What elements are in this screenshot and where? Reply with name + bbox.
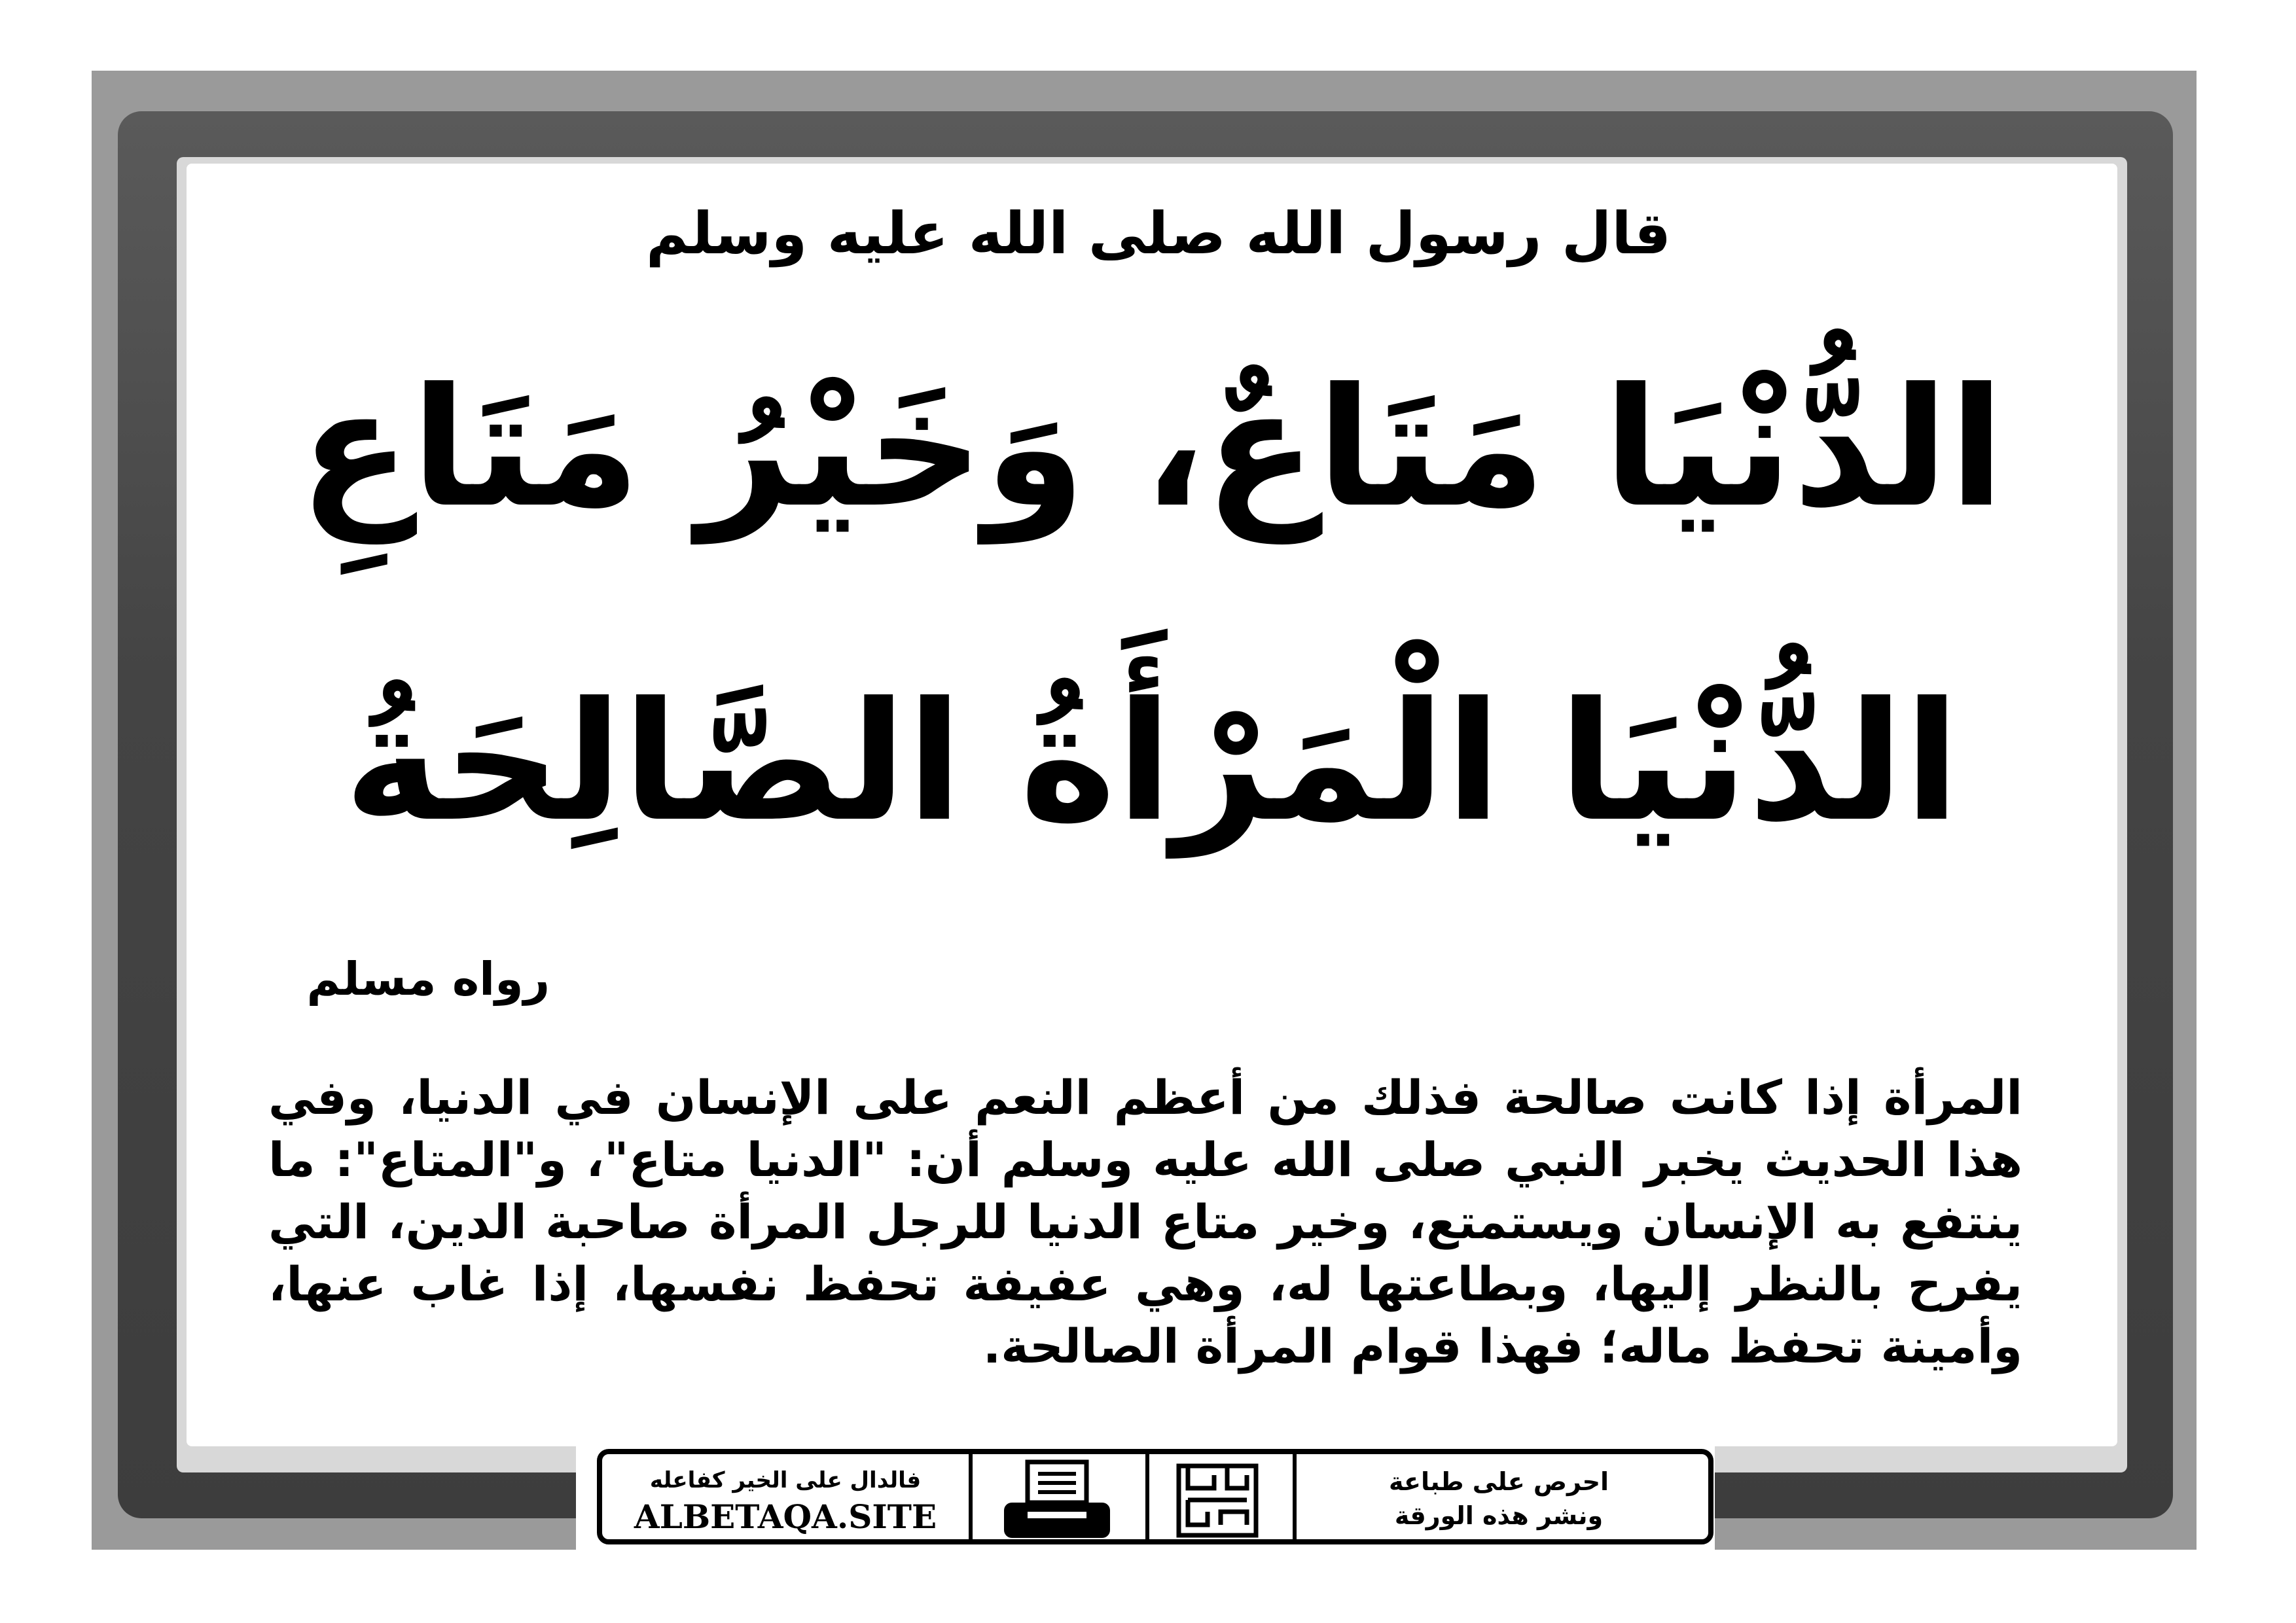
printer-icon (1001, 1459, 1113, 1541)
header-title: قال رسول الله صلى الله عليه وسلم (645, 200, 1672, 267)
footer-site-link[interactable]: ALBETAQA.SITE (634, 1497, 937, 1536)
footer-print-line-1: احرص على طباعة (1388, 1467, 1609, 1496)
dawah-logo-icon (1175, 1462, 1260, 1539)
footer-divider-3 (1293, 1454, 1297, 1539)
hadith-line-2: الدُّنْيَا الْمَرْأَةُ الصَّالِحَةُ (344, 667, 1960, 857)
footer-box (597, 1449, 1713, 1544)
footer-print-line-2: ونشر هذه الورقة (1394, 1501, 1604, 1530)
footer-divider-1 (969, 1454, 973, 1539)
narrator-label: رواه مسلم (306, 952, 550, 1006)
footer-print-note (1316, 1465, 1682, 1533)
footer-divider-2 (1145, 1454, 1149, 1539)
hadith-line-1: الدُّنْيَا مَتَاعٌ، وَخَيْرُ مَتَاعِ (299, 353, 2005, 543)
explanation-text: المرأة إذا كانت صالحة فذلك من أعظم النعم على الإنسان في الدنيا، وفي هذا الحديث يخبر النبي صلى الله عليه وسلم أن: "الدنيا متاع"، و"المتاع": ما ينتفع به الإنسان ويستمتع، وخير متاع الدنيا للرجل المرأة صاحبة الدين، التي يفرح بالنظر إليها، وبطاعتها له، وهي عفيفة تحفظ نفسها، إذا غاب عنها، وأمينة تحفظ ماله؛ فهذا قوام المرأة الصالحة. (268, 1070, 2022, 1374)
footer-slogan: فالدال على الخير كفاعله (649, 1467, 922, 1493)
